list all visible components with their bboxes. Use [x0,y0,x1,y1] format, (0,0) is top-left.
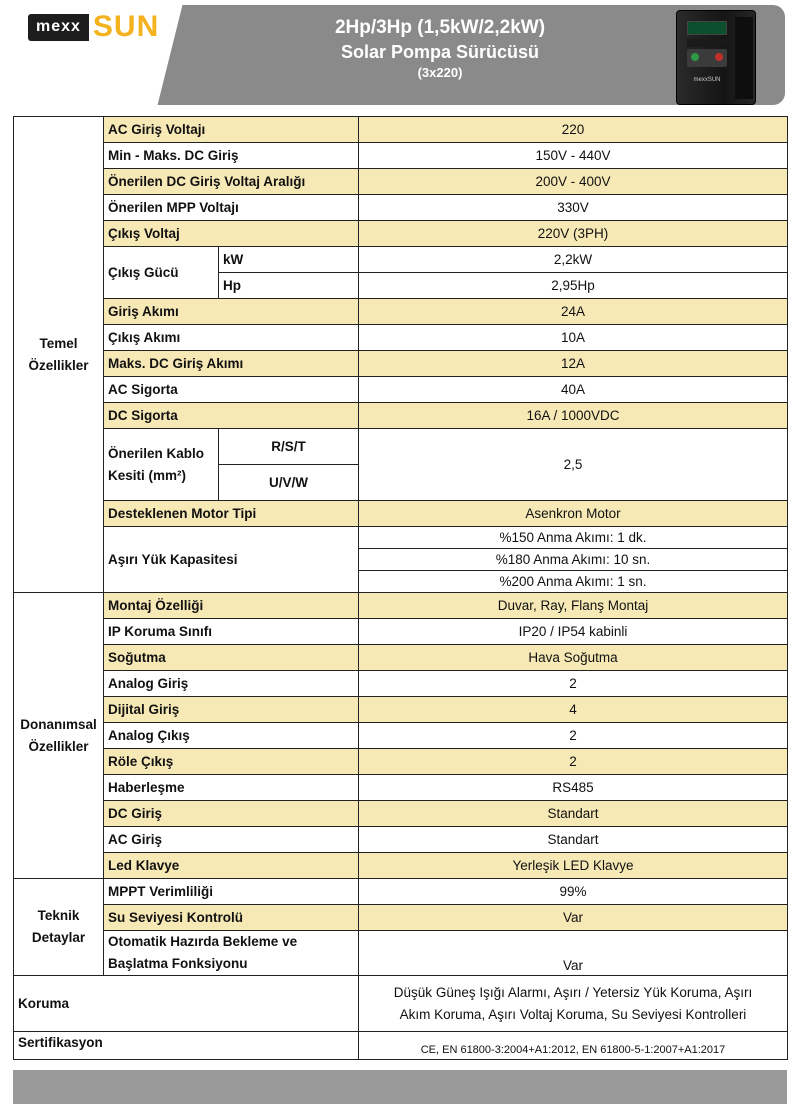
table-row [14,697,788,723]
device-display [687,21,727,35]
device-run-button [691,53,699,61]
table-row [14,351,788,377]
table-row [14,976,788,1032]
ip-class-value: IP20 / IP54 kabinli [359,619,788,645]
output-power-kw-value: 2,2kW [359,247,788,273]
cooling-label: Soğutma [104,645,359,671]
rec-mpp-label: Önerilen MPP Voltajı [104,195,359,221]
table-row [14,593,788,619]
table-row [14,169,788,195]
dc-fuse-value: 16A / 1000VDC [359,403,788,429]
table-row [14,671,788,697]
table-row [14,527,788,549]
device-brand: mexxSUN [693,77,721,83]
dc-fuse-label: DC Sigorta [104,403,359,429]
led-keypad-label: Led Klavye [104,853,359,879]
mppt-label: MPPT Verimliliği [104,879,359,905]
dc-input-label: DC Giriş [104,801,359,827]
output-power-kw-label: kW [219,247,359,273]
group-temel: Temel Özellikler [14,117,104,593]
table-row [14,429,788,465]
output-current-value: 10A [359,325,788,351]
relay-output-value: 2 [359,749,788,775]
rec-mpp-value: 330V [359,195,788,221]
table-row [14,827,788,853]
logo-mexx: mexx [28,14,89,41]
overload-line-1: %150 Anma Akımı: 1 dk. [359,527,788,549]
output-power-label: Çıkış Gücü [104,247,219,299]
motor-type-label: Desteklenen Motor Tipi [104,501,359,527]
table-row [14,749,788,775]
protection-label: Koruma [14,976,359,1032]
table-row [14,931,788,976]
communication-label: Haberleşme [104,775,359,801]
table-row [14,905,788,931]
table-row [14,1032,788,1060]
max-dc-current-label: Maks. DC Giriş Akımı [104,351,359,377]
mounting-value: Duvar, Ray, Flanş Montaj [359,593,788,619]
max-dc-current-value: 12A [359,351,788,377]
analog-input-label: Analog Giriş [104,671,359,697]
analog-output-label: Analog Çıkış [104,723,359,749]
motor-type-value: Asenkron Motor [359,501,788,527]
title-product: Solar Pompa Sürücüsü [340,42,540,62]
table-row [14,723,788,749]
group-donanim: Donanımsal Özellikler [14,593,104,879]
dc-input-range-label: Min - Maks. DC Giriş [104,143,359,169]
output-power-hp-label: Hp [219,273,359,299]
cable-uvw-label: U/V/W [219,465,359,501]
mounting-label: Montaj Özelliği [104,593,359,619]
table-row [14,377,788,403]
device-stop-button [715,53,723,61]
mppt-value: 99% [359,879,788,905]
table-row [14,775,788,801]
rec-dc-voltage-value: 200V - 400V [359,169,788,195]
logo-sun: SUN [92,10,160,43]
cable-label: Önerilen Kablo Kesiti (mm²) [104,429,219,501]
overload-label: Aşırı Yük Kapasitesi [104,527,359,593]
table-row [14,143,788,169]
input-current-value: 24A [359,299,788,325]
table-row [14,619,788,645]
table-row [14,879,788,905]
title-phase: (3x220) [417,65,463,80]
footer-bar [13,1070,787,1104]
ac-fuse-label: AC Sigorta [104,377,359,403]
output-power-hp-value: 2,95Hp [359,273,788,299]
digital-input-label: Dijital Giriş [104,697,359,723]
relay-output-label: Röle Çıkış [104,749,359,775]
water-level-label: Su Seviyesi Kontrolü [104,905,359,931]
cable-rst-label: R/S/T [219,429,359,465]
overload-line-2: %180 Anma Akımı: 10 sn. [359,549,788,571]
group-teknik: Teknik Detaylar [14,879,104,976]
title-power: 2Hp/3Hp (1,5kW/2,2kW) [334,17,546,38]
ip-class-label: IP Koruma Sınıfı [104,619,359,645]
certification-value: CE, EN 61800-3:2004+A1:2012, EN 61800-5-1:2007+A1:2017 [359,1032,788,1060]
table-row [14,501,788,527]
table-row [14,325,788,351]
led-keypad-value: Yerleşik LED Klavye [359,853,788,879]
ac-input-voltage-label: AC Giriş Voltajı [104,117,359,143]
auto-standby-label: Otomatik Hazırda Bekleme ve Başlatma Fonksiyonu [104,931,359,976]
dc-input-value: Standart [359,801,788,827]
communication-value: RS485 [359,775,788,801]
water-level-value: Var [359,905,788,931]
table-row [14,299,788,325]
title-block [260,16,620,82]
analog-output-value: 2 [359,723,788,749]
ac-input-voltage-value: 220 [359,117,788,143]
cooling-value: Hava Soğutma [359,645,788,671]
table-row [14,221,788,247]
dc-input-range-value: 150V - 440V [359,143,788,169]
table-row [14,195,788,221]
table-row [14,645,788,671]
output-voltage-label: Çıkış Voltaj [104,221,359,247]
table-row [14,801,788,827]
table-row [14,403,788,429]
rec-dc-voltage-label: Önerilen DC Giriş Voltaj Aralığı [104,169,359,195]
output-voltage-value: 220V (3PH) [359,221,788,247]
ac-input-label: AC Giriş [104,827,359,853]
table-row [14,117,788,143]
cable-value: 2,5 [359,429,788,501]
ac-fuse-value: 40A [359,377,788,403]
analog-input-value: 2 [359,671,788,697]
device-heatsink [735,17,753,99]
ac-input-value: Standart [359,827,788,853]
brand-logo [28,10,159,44]
certification-label: Sertifikasyon [14,1032,359,1060]
spec-table [13,116,788,1060]
output-current-label: Çıkış Akımı [104,325,359,351]
table-row [14,853,788,879]
overload-line-3: %200 Anma Akımı: 1 sn. [359,571,788,593]
device-leds [687,39,727,47]
header [0,0,800,110]
product-image [676,10,756,105]
protection-value: Düşük Güneş Işığı Alarmı, Aşırı / Yetersiz Yük Koruma, Aşırı Akım Koruma, Aşırı Voltaj Koruma, Su Seviyesi Kontrolleri [359,976,788,1032]
digital-input-value: 4 [359,697,788,723]
input-current-label: Giriş Akımı [104,299,359,325]
auto-standby-value: Var [359,931,788,976]
table-row [14,247,788,273]
